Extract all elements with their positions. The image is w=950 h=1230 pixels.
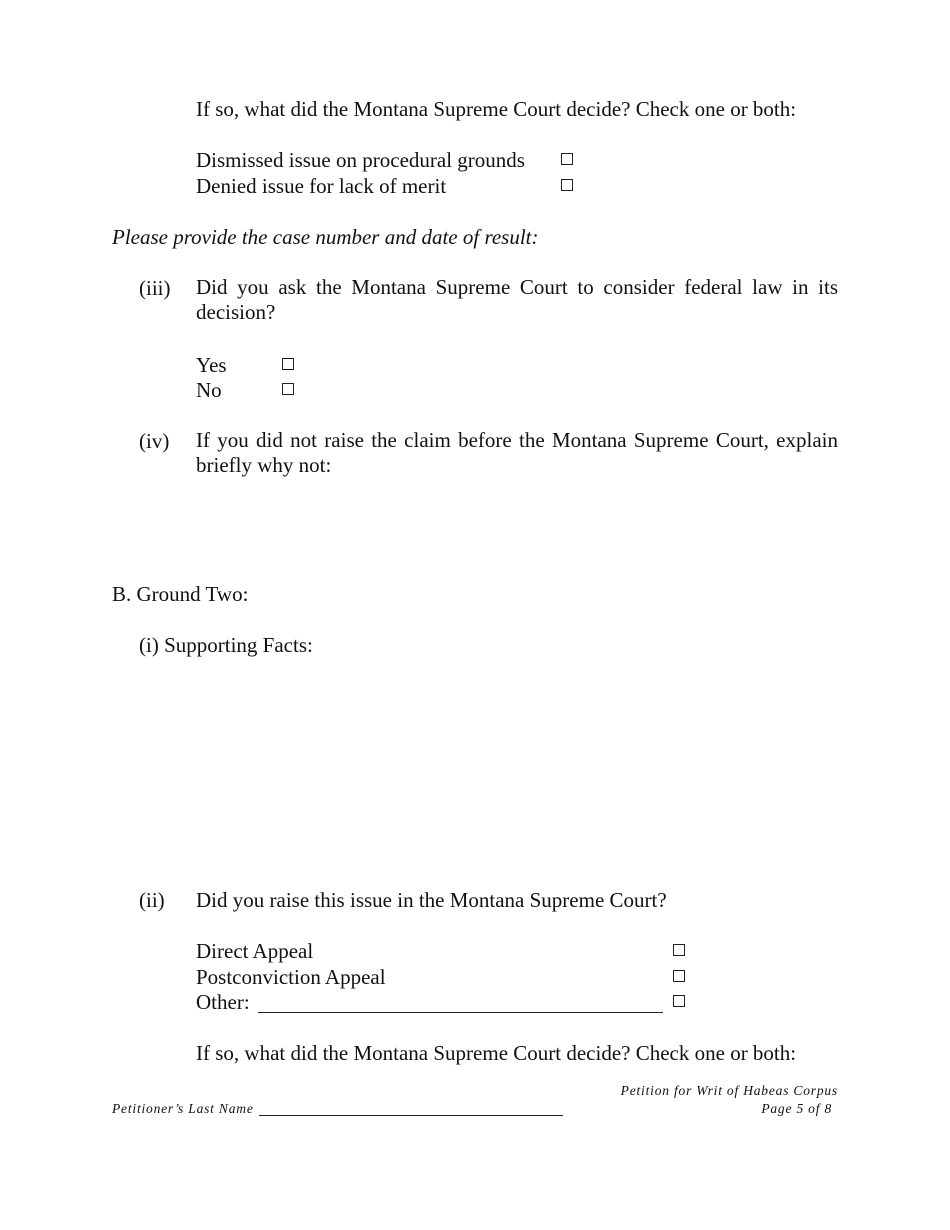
- other-checkbox[interactable]: [673, 995, 685, 1007]
- option-other-label: Other:: [196, 990, 250, 1014]
- question-ii-text: Did you raise this issue in the Montana Supreme Court?: [196, 888, 667, 912]
- option-direct-appeal-label: Direct Appeal: [196, 939, 314, 963]
- denied-checkbox[interactable]: [561, 179, 573, 191]
- yes-checkbox[interactable]: [282, 358, 294, 370]
- question-iii-text: Did you ask the Montana Supreme Court to consider federal law in its decision?: [196, 275, 838, 324]
- supporting-facts-label: (i) Supporting Facts:: [139, 633, 313, 657]
- case-number-prompt: Please provide the case number and date of result:: [112, 225, 539, 249]
- bottom-question: If so, what did the Montana Supreme Court decide? Check one or both:: [196, 1041, 797, 1065]
- no-checkbox[interactable]: [282, 383, 294, 395]
- option-denied-label: Denied issue for lack of merit: [196, 174, 447, 198]
- ground-two-heading: B. Ground Two:: [112, 582, 249, 606]
- footer-page-number: Page 5 of 8: [761, 1101, 832, 1116]
- question-iv-answer-area[interactable]: [196, 482, 838, 572]
- question-iii-number: (iii): [139, 276, 171, 300]
- footer-petition-title: Petition for Writ of Habeas Corpus: [620, 1083, 838, 1098]
- question-ii-number: (ii): [139, 888, 165, 912]
- option-no-label: No: [196, 378, 222, 402]
- postconviction-appeal-checkbox[interactable]: [673, 970, 685, 982]
- supporting-facts-answer-area[interactable]: [139, 665, 838, 870]
- other-text-line[interactable]: [258, 1012, 663, 1013]
- option-dismissed-label: Dismissed issue on procedural grounds: [196, 148, 525, 172]
- footer-last-name-label: Petitioner’s Last Name: [112, 1101, 254, 1116]
- footer-last-name-line[interactable]: [259, 1115, 563, 1116]
- top-question: If so, what did the Montana Supreme Court decide? Check one or both:: [196, 97, 797, 121]
- option-yes-label: Yes: [196, 353, 227, 377]
- question-iv-number: (iv): [139, 429, 170, 453]
- direct-appeal-checkbox[interactable]: [673, 944, 685, 956]
- option-postconviction-appeal-label: Postconviction Appeal: [196, 965, 386, 989]
- dismissed-checkbox[interactable]: [561, 153, 573, 165]
- question-iv-text: If you did not raise the claim before the Montana Supreme Court, explain briefly why not:: [196, 428, 838, 477]
